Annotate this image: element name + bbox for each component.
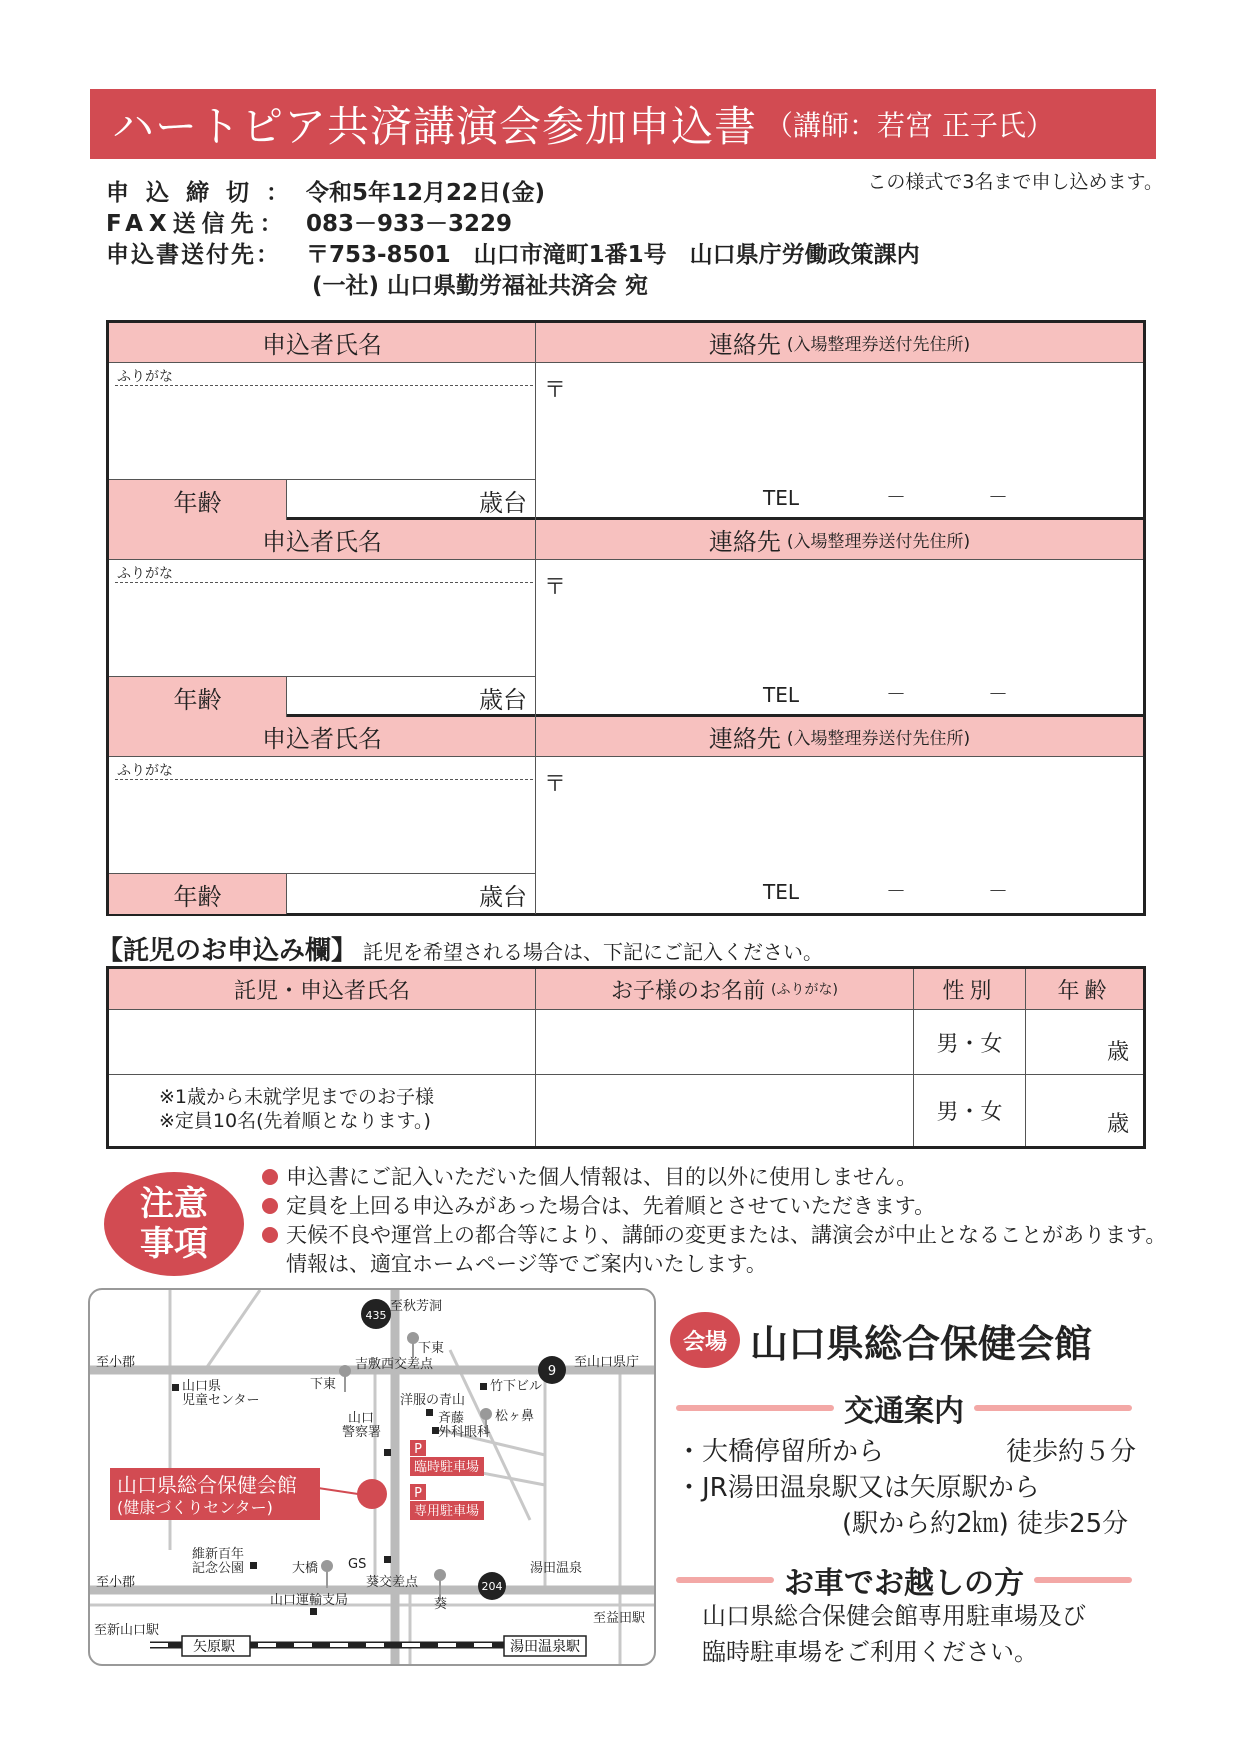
- map-label: 山口: [348, 1411, 375, 1426]
- access-from: ・JR湯田温泉駅又は矢原駅から: [676, 1473, 1040, 1503]
- fax-label: FAX送信先：: [106, 211, 289, 237]
- yuda-station-label: 湯田温泉駅: [510, 1639, 580, 1655]
- map-label: 葵: [434, 1597, 448, 1612]
- furigana-line: [115, 582, 533, 583]
- deadline-value: 令和5年12月22日(金): [306, 180, 546, 206]
- contact-header: [536, 717, 1143, 757]
- route-9-icon: [538, 1356, 566, 1384]
- car-note: [702, 1598, 1086, 1670]
- map-label: 至秋芳洞: [390, 1299, 443, 1314]
- caution-text: 天候不良や運営上の都合等により、講師の変更または、講演会が中止となることがあります。: [286, 1223, 1167, 1247]
- tel-label: TEL: [763, 486, 799, 510]
- name-field[interactable]: [109, 363, 536, 480]
- furigana-line: [115, 779, 533, 780]
- childcare-section-title: [97, 930, 823, 967]
- map-label: 至小郡: [96, 1575, 136, 1590]
- fax-value: 083－933－3229: [306, 211, 513, 237]
- childcare-remark: ※1歳から未就学児までのお子様: [159, 1086, 435, 1108]
- map-label: 至新山口駅: [94, 1623, 160, 1638]
- map-label: 葵交差点: [366, 1575, 419, 1590]
- tel-label: TEL: [763, 683, 799, 707]
- childcare-title: 【託児のお申込み欄】: [97, 936, 358, 966]
- bullet-icon: [262, 1169, 278, 1185]
- age-label: 年齢: [109, 480, 287, 520]
- submission-info: [106, 178, 920, 302]
- map-label: 山口運輸支局: [270, 1593, 349, 1608]
- childcare-applicant-field[interactable]: [109, 1010, 536, 1075]
- caution-item: [262, 1192, 1166, 1221]
- caution-continuation: 情報は、適宜ホームページ等でご案内いたします。: [286, 1252, 767, 1276]
- access-time: 徒歩約５分: [1005, 1437, 1136, 1467]
- contact-header-label: 連絡先: [708, 725, 781, 753]
- contact-field[interactable]: [536, 757, 1143, 914]
- gender-choice[interactable]: 男・女: [914, 1010, 1026, 1075]
- tel-dash: －: [988, 879, 1008, 903]
- child-age-suffix: 歳: [1106, 1040, 1129, 1065]
- map-label: 維新百年: [192, 1547, 245, 1562]
- child-name-header-note: (ふりがな): [771, 982, 838, 998]
- tel-dash: －: [886, 879, 906, 903]
- bullet-icon: [262, 1227, 278, 1243]
- map-label: 至益田駅: [593, 1611, 646, 1626]
- route-435-icon: [361, 1299, 391, 1329]
- contact-header: [536, 520, 1143, 560]
- tel-dash: －: [886, 682, 906, 706]
- svg-text:204: 204: [481, 1580, 503, 1593]
- private-parking-label: 専用駐車場: [414, 1504, 480, 1519]
- svg-text:P: P: [414, 1486, 422, 1501]
- venue-name: 山口県総合保健会館: [750, 1321, 1093, 1366]
- application-table: [106, 320, 1146, 916]
- svg-text:9: 9: [547, 1364, 557, 1379]
- child-age-header: 年齢: [1026, 969, 1143, 1010]
- child-name-field[interactable]: [536, 1010, 914, 1075]
- map-venue-sub: (健康づくりセンター): [117, 1498, 273, 1517]
- caution-badge: [104, 1172, 244, 1276]
- transport-info: [676, 1434, 1136, 1542]
- svg-text:435: 435: [365, 1309, 387, 1322]
- child-name-field[interactable]: [536, 1075, 914, 1146]
- access-row: [676, 1434, 1136, 1470]
- map-label: 下東: [418, 1341, 445, 1356]
- map-label: 至小郡: [96, 1355, 136, 1370]
- postal-mark: 〒: [544, 772, 567, 797]
- age-suffix: 歳台: [479, 488, 527, 517]
- contact-header-label: 連絡先: [708, 528, 781, 556]
- contact-field[interactable]: [536, 363, 1143, 520]
- tel-dash: －: [886, 485, 906, 509]
- yabara-station-label: 矢原駅: [193, 1639, 235, 1655]
- age-field[interactable]: [287, 874, 536, 914]
- contact-header-label: 連絡先: [708, 331, 781, 359]
- applicant-block-1: [109, 323, 1143, 520]
- caution-item: [262, 1221, 1166, 1250]
- caution-item: [262, 1163, 1166, 1192]
- contact-field[interactable]: [536, 560, 1143, 717]
- map-label: 湯田温泉: [530, 1561, 583, 1576]
- name-field[interactable]: [109, 560, 536, 677]
- child-name-header-label: お子様のお名前: [611, 978, 766, 1004]
- postal-mark: 〒: [544, 575, 567, 600]
- transport-heading: [676, 1386, 1132, 1430]
- contact-header-note: (入場整理券送付先住所): [786, 532, 971, 552]
- lecturer-name: （講師：若宮 正子氏）: [765, 109, 1054, 142]
- map-label: 至山口県庁: [574, 1355, 640, 1370]
- applicant-block-3: [109, 717, 1143, 913]
- map-label: 大橋: [292, 1561, 319, 1576]
- age-field[interactable]: [287, 480, 536, 520]
- childcare-note: 託児を希望される場合は、下記にご記入ください。: [363, 940, 824, 964]
- car-note-line: 山口県総合保健会館専用駐車場及び: [702, 1602, 1086, 1630]
- contact-header-note: (入場整理券送付先住所): [786, 729, 971, 749]
- map-label: 竹下ビル: [490, 1379, 543, 1394]
- map-label: 児童センター: [182, 1393, 260, 1408]
- limit-note: この様式で3名まで申し込めます。: [867, 171, 1163, 193]
- name-header: 申込者氏名: [109, 323, 536, 363]
- name-header: 申込者氏名: [109, 717, 536, 757]
- caution-text: 定員を上回る申込みがあった場合は、先着順とさせていただきます。: [286, 1194, 936, 1218]
- child-age-suffix: 歳: [1106, 1112, 1129, 1137]
- car-heading: [676, 1558, 1132, 1602]
- map-label: 洋服の青山: [400, 1393, 466, 1408]
- access-from: ・大橋停留所から: [676, 1437, 885, 1467]
- caution-label: 注意: [140, 1184, 208, 1224]
- mail-label: 申込書送付先：: [106, 242, 281, 268]
- postal-mark: 〒: [544, 378, 567, 403]
- child-age-field[interactable]: [1026, 1010, 1143, 1075]
- access-map: [88, 1288, 656, 1666]
- child-name-header: [536, 969, 914, 1010]
- access-time: (駅から約2㎞) 徒歩25分: [842, 1509, 1129, 1539]
- age-label: 年齢: [109, 874, 287, 914]
- fax-row: [106, 209, 920, 240]
- mail-address: 〒753-8501 山口市滝町1番1号 山口県庁労働政策課内: [306, 242, 920, 268]
- tel-label: TEL: [763, 880, 799, 904]
- map-label: 警察署: [342, 1425, 382, 1440]
- caution-list: [262, 1163, 1166, 1279]
- caution-label: 事項: [140, 1224, 208, 1264]
- map-label: 吉敷西交差点: [355, 1357, 434, 1372]
- gender-choice[interactable]: 男・女: [914, 1075, 1026, 1146]
- deadline-row: [106, 178, 920, 209]
- map-label: 山口県: [182, 1379, 222, 1394]
- transport-heading-text: 交通案内: [844, 1394, 964, 1429]
- caution-text: 申込書にご記入いただいた個人情報は、目的以外に使用しません。: [286, 1165, 918, 1189]
- venue-marker: [357, 1479, 387, 1509]
- furigana-label: ふりがな: [117, 566, 173, 582]
- car-heading-text: お車でお越しの方: [784, 1566, 1024, 1601]
- childcare-table: [106, 966, 1146, 1149]
- age-suffix: 歳台: [479, 882, 527, 911]
- furigana-line: [115, 385, 533, 386]
- tel-dash: －: [988, 485, 1008, 509]
- gender-header: 性別: [914, 969, 1026, 1010]
- mail-row: [106, 240, 920, 271]
- form-title: ハートピア共済講演会参加申込書: [112, 102, 758, 151]
- route-204-icon: [478, 1572, 506, 1600]
- age-field[interactable]: [287, 677, 536, 717]
- map-graphic: [90, 1290, 656, 1666]
- title-bar: [90, 89, 1156, 159]
- tel-dash: －: [988, 682, 1008, 706]
- mail-recipient: (一社) 山口県勤労福祉共済会 宛: [312, 273, 649, 299]
- childcare-remark: ※定員10名(先着順となります。): [159, 1110, 431, 1132]
- map-label: 松ヶ鼻: [495, 1409, 535, 1424]
- venue-badge: 会場: [670, 1312, 740, 1368]
- child-age-field[interactable]: [1026, 1075, 1143, 1146]
- map-label: GS: [348, 1557, 367, 1572]
- furigana-label: ふりがな: [117, 369, 173, 385]
- age-label: 年齢: [109, 677, 287, 717]
- venue-header: [670, 1312, 1092, 1368]
- contact-header-note: (入場整理券送付先住所): [786, 335, 971, 355]
- bullet-icon: [262, 1198, 278, 1214]
- deadline-label: 申込締切：: [106, 180, 306, 206]
- childcare-applicant-header: 託児・申込者氏名: [109, 969, 536, 1010]
- name-header: 申込者氏名: [109, 520, 536, 560]
- car-note-line: 臨時駐車場をご利用ください。: [702, 1638, 1038, 1666]
- temp-parking-label: 臨時駐車場: [414, 1460, 480, 1475]
- name-field[interactable]: [109, 757, 536, 874]
- map-label: 下東: [310, 1377, 337, 1392]
- contact-header: [536, 323, 1143, 363]
- furigana-label: ふりがな: [117, 763, 173, 779]
- map-label: 記念公園: [192, 1561, 245, 1576]
- map-label: 斉藤: [438, 1411, 465, 1426]
- map-label: 外科眼科: [438, 1425, 491, 1440]
- childcare-remarks: [109, 1075, 536, 1146]
- map-venue-name: 山口県総合保健会館: [117, 1473, 297, 1497]
- applicant-block-2: [109, 520, 1143, 717]
- svg-text:P: P: [414, 1442, 422, 1457]
- age-suffix: 歳台: [479, 685, 527, 714]
